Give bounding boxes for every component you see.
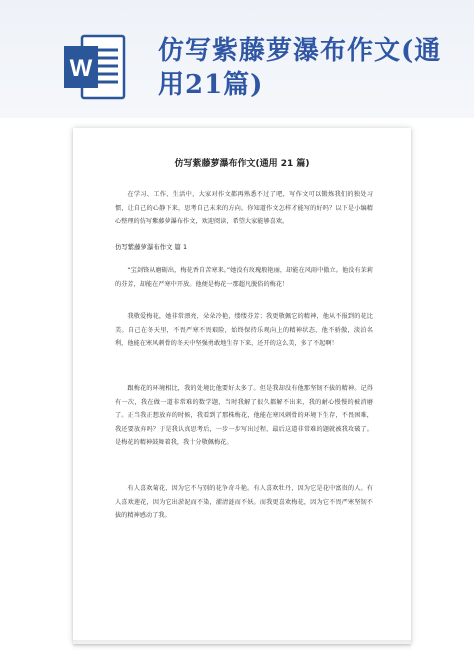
page-shadow	[73, 640, 411, 650]
body-paragraph-4: 有人喜欢菊花，因为它不与别的花争奇斗艳。有人喜欢牡丹，因为它是花中富贵的人。有人喜欢莲花，因为它出淤泥而不染，濯清涟而不妖。而我更喜欢梅花，因为它不畏严寒坚韧不拔的精神感动了我。	[115, 485, 373, 520]
intro-paragraph: 在学习、工作、生活中，大家对作文都再熟悉不过了吧，写作文可以锻炼我们的独处习惯，让自己的心静下来，思考自己未来的方向。你知道作文怎样才能写的好吗？以下是小编精心整理的仿写紫藤萝瀑布作文，欢迎阅读，希望大家能够喜欢。	[115, 191, 373, 226]
banner-title: 仿写紫藤萝瀑布作文(通用21篇)	[158, 36, 442, 100]
banner	[0, 0, 474, 118]
body-paragraph-2: 我敬爱梅花，她非常漂亮，朵朵冷艳，缕缕芬芳；我更敬佩它的精神，他从不报到的花比美。自己在冬天里，不畏严寒不畏艰险，始终保持乐观向上的精神状态，他不骄傲，淡泊名利，他能在寒风刺骨的冬天中坚强勇敢地生存下来，还开的这么美，多了不起啊！	[115, 313, 373, 348]
word-icon-letter: W	[69, 55, 93, 82]
section-heading: 仿写紫藤萝瀑布作文 篇 1	[115, 243, 188, 251]
body-paragraph-3: 跟梅花的环境相比，我的处境比他要好太多了。但是我却没有他那坚韧不拔的精神。记得有一次，我在做一道非常难的数学题，当时我解了很久都解不出来，我的耐心慢慢的被消磨了。正当我正想放弃的时候，我看到了那株梅花，他能在寒风刺骨的环境下生存，不畏困难，我还要放弃吗？于是我认真思考后，一步一步写出过程，最后这道非常难的题就被我攻破了。是梅花的精神鼓舞着我，我十分敬佩梅花。	[115, 385, 373, 447]
body-paragraph-1: “宝剑锋从磨砺出，梅花香自苦寒来。”她没有玫瑰般艳丽，却能在风雨中傲立。他没有茉莉的芬芳，却能在严寒中开放。他便是梅花一那超凡脱俗的梅花！	[115, 267, 373, 288]
document-page	[73, 128, 411, 644]
document-title: 仿写紫藤萝瀑布作文(通用 21 篇)	[174, 159, 310, 169]
word-icon	[62, 30, 128, 104]
